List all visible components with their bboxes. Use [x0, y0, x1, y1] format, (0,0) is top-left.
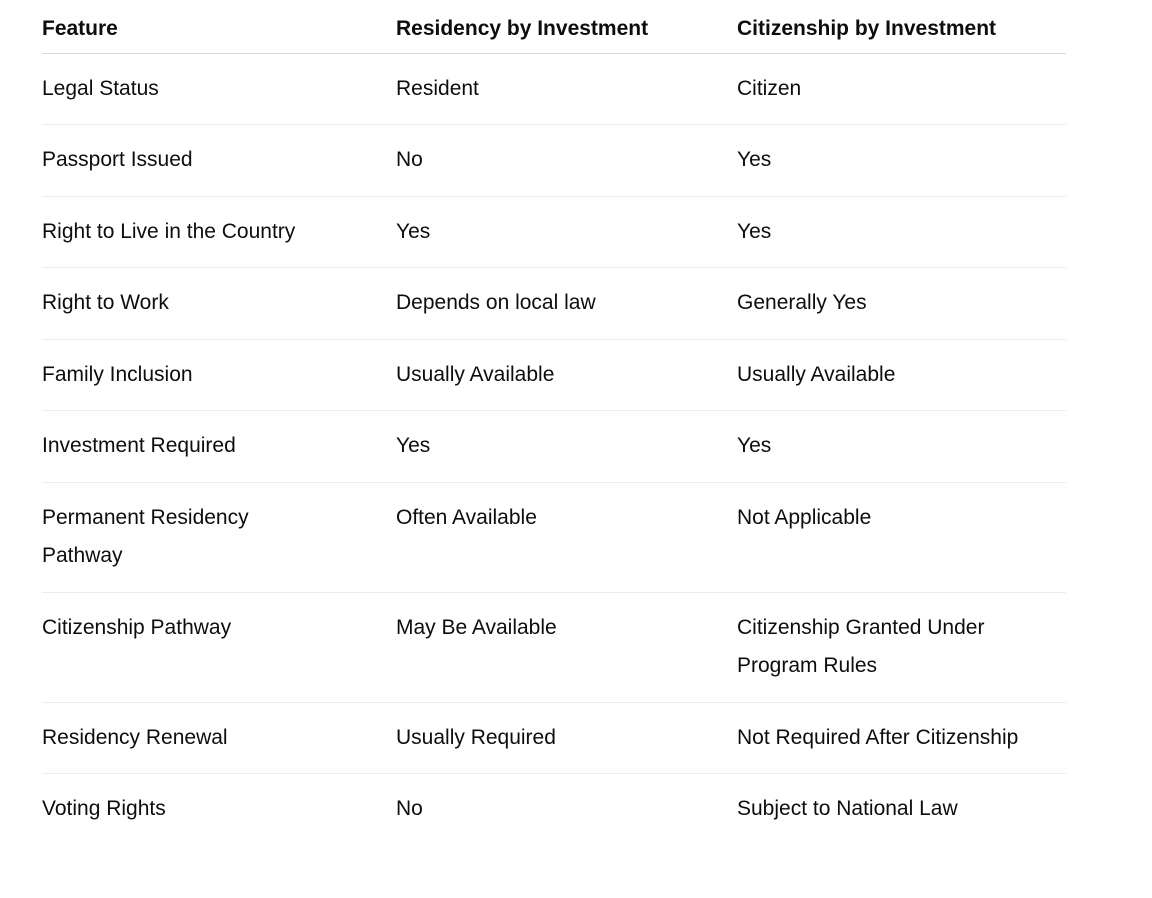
cell-feature: Right to Work	[42, 268, 396, 340]
cell-citizenship: Not Required After Citizenship	[737, 702, 1066, 774]
cell-residency: No	[396, 125, 737, 197]
cell-feature: Voting Rights	[42, 797, 166, 820]
cell-feature: Legal Status	[42, 53, 396, 125]
header-row	[42, 0, 1066, 53]
table-row	[42, 339, 1066, 411]
cell-feature: Citizenship Pathway	[42, 592, 396, 702]
table-row	[42, 268, 1066, 340]
header-citizenship-label: Citizenship by Investment	[737, 16, 997, 40]
cell-residency: Depends on local law	[396, 268, 737, 340]
cell-feature: Right to Live in the Country	[42, 196, 396, 268]
header-residency-label: Residency by Investment	[396, 16, 649, 40]
table-row	[42, 482, 1066, 592]
cell-feature: Residency Renewal	[42, 702, 396, 774]
header-citizenship	[737, 0, 1066, 53]
header-residency	[396, 0, 737, 53]
cell-feature: Investment Required	[42, 411, 396, 483]
cell-feature: Permanent Residency Pathway	[42, 482, 396, 592]
cell-residency: Usually Available	[396, 339, 737, 411]
cell-citizenship: Usually Available	[737, 339, 1066, 411]
table-row	[42, 125, 1066, 197]
header-feature-label: Feature	[42, 16, 118, 40]
cell-citizenship: Generally Yes	[737, 268, 1066, 340]
table-row	[42, 196, 1066, 268]
cell-residency: Resident	[396, 53, 737, 125]
cell-residency: Yes	[396, 411, 737, 483]
table-row	[42, 592, 1066, 702]
header-feature	[42, 0, 396, 53]
table-body	[42, 53, 1066, 845]
cell-citizenship: Yes	[737, 411, 1066, 483]
table-row	[42, 53, 1066, 125]
cell-citizenship: Yes	[737, 125, 1066, 197]
cell-residency: No	[396, 797, 423, 820]
cell-citizenship: Not Applicable	[737, 482, 1066, 592]
cell-citizenship: Citizenship Granted Under Program Rules	[737, 592, 1066, 702]
cell-citizenship: Citizen	[737, 53, 1066, 125]
table-row	[42, 702, 1066, 774]
table-header	[42, 0, 1066, 53]
table-row	[42, 411, 1066, 483]
table-row	[42, 774, 1066, 845]
comparison-table	[42, 0, 1066, 845]
cell-residency: Yes	[396, 196, 737, 268]
comparison-table-container	[42, 0, 1066, 845]
cell-residency: Usually Required	[396, 702, 737, 774]
cell-citizenship: Subject to National Law	[737, 797, 958, 820]
cell-residency: May Be Available	[396, 592, 737, 702]
cell-residency: Often Available	[396, 482, 737, 592]
cell-feature: Passport Issued	[42, 125, 396, 197]
cell-feature: Family Inclusion	[42, 339, 396, 411]
cell-citizenship: Yes	[737, 196, 1066, 268]
